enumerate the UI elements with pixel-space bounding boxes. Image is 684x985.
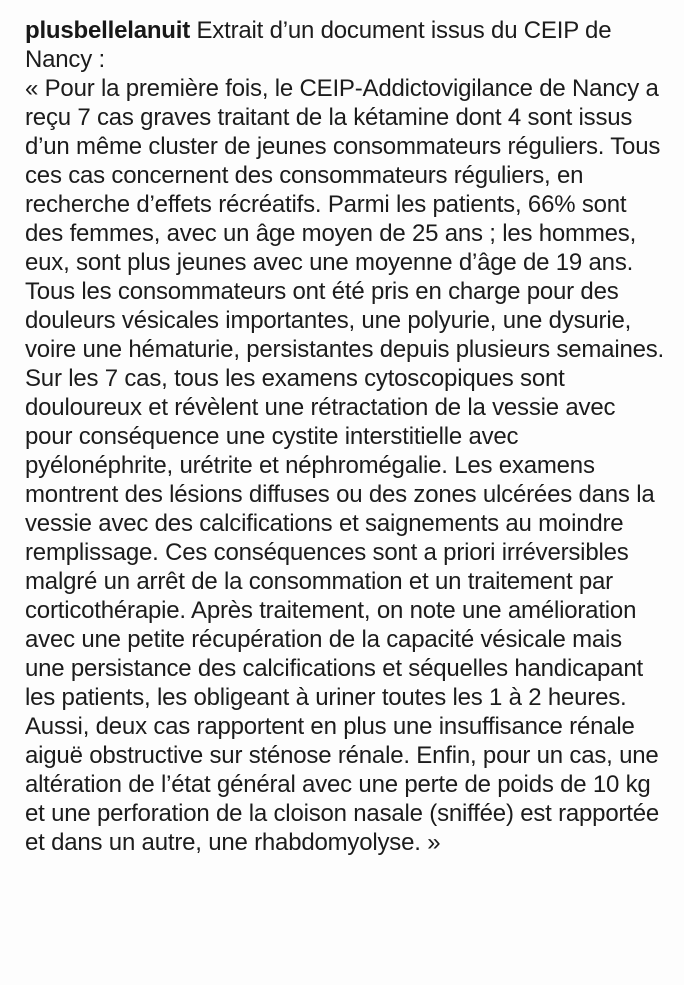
caption-intro: Extrait d’un document issus du CEIP de Nancy : (25, 17, 612, 73)
caption-header (25, 16, 664, 74)
username[interactable]: plusbellelanuit (25, 17, 191, 44)
caption-quote: « Pour la première fois, le CEIP-Addictovigilance de Nancy a reçu 7 cas graves traitant de la kétamine dont 4 sont issus d’un même cluster de jeunes consommateurs réguliers. Tous ces cas concernent des consommateurs réguliers, en recherche d’effets récréatifs. Parmi les patients, 66% sont des femmes, avec un âge moyen de 25 ans ; les hommes, eux, sont plus jeunes avec une moyenne d’âge de 19 ans. Tous les consommateurs ont été pris en charge pour des douleurs vésicales importantes, une polyurie, une dysurie, voire une hématurie, persistantes depuis plusieurs semaines. Sur les 7 cas, tous les examens cytoscopiques sont douloureux et révèlent une rétractation de la vessie avec pour conséquence une cystite interstitielle avec pyélonéphrite, urétrite et néphromégalie. Les examens montrent des lésions diffuses ou des zones ulcérées dans la vessie avec des calcifications et saignements au moindre remplissage. Ces conséquences sont a priori irréversibles malgré un arrêt de la consommation et un traitement par corticothérapie. Après traitement, on note une amélioration avec une petite récupération de la capacité vésicale mais une persistance des calcifications et séquelles handicapant les patients, les obligeant à uriner toutes les 1 à 2 heures. Aussi, deux cas rapportent en plus une insuffisance rénale aiguë obstructive sur sténose rénale. Enfin, pour un cas, une altération de l’état général avec une perte de poids de 10 kg et une perforation de la cloison nasale (sniffée) est rapportée et dans un autre, une rhabdomyolyse. » (25, 75, 665, 856)
